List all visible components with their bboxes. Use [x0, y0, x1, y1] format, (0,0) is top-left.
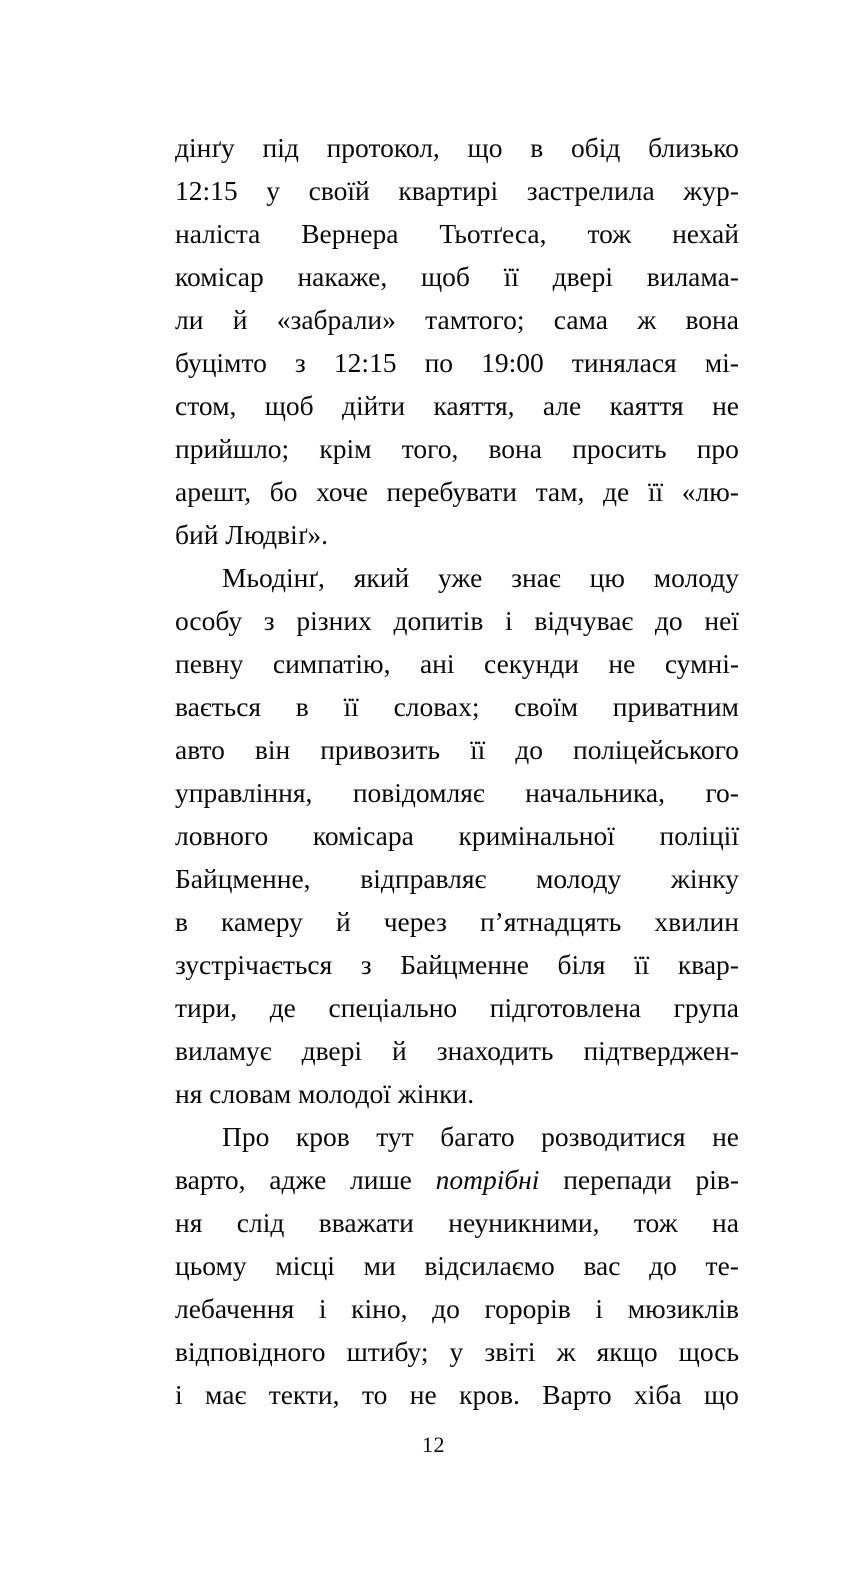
line-word: з: [294, 347, 306, 378]
line-word: виламує: [175, 1035, 272, 1066]
line-word-emphasis: потрібні: [435, 1164, 540, 1195]
line-word: щоб: [264, 390, 314, 421]
text-line: [175, 943, 739, 986]
line-word: сама: [553, 304, 608, 335]
line-word: й: [392, 1035, 407, 1066]
line-word: те-: [705, 1250, 739, 1281]
text-line: [175, 642, 739, 685]
line-word: тинялася: [571, 347, 677, 378]
line-word: симпатію,: [272, 648, 391, 679]
line-word: начальника,: [525, 777, 665, 808]
line-word: відповідного: [175, 1336, 326, 1367]
line-word: цю: [589, 562, 625, 593]
line-word: через: [383, 906, 447, 937]
line-word: не: [608, 648, 636, 679]
paragraph-3: [175, 1115, 739, 1416]
line-word: цьому: [175, 1250, 247, 1281]
line-word: словах;: [393, 691, 480, 722]
text-line: [175, 814, 739, 857]
page-text-block: [175, 126, 739, 1416]
line-word: вас: [583, 1250, 621, 1281]
line-word: арешт,: [175, 476, 252, 507]
line-word: рів-: [695, 1164, 739, 1195]
line-word: приватним: [612, 691, 739, 722]
line-word: дійти: [342, 390, 406, 421]
line-word: квартирі: [398, 175, 499, 206]
line-word: і: [318, 1293, 327, 1324]
text-line: [175, 986, 739, 1029]
line-word: Про: [222, 1121, 270, 1152]
line-word: каяття: [609, 390, 684, 421]
line-word: він: [254, 734, 291, 765]
text-line: [175, 900, 739, 943]
line-word: група: [673, 992, 739, 1023]
line-word: багато: [440, 1121, 515, 1152]
text-line: ня словам молодої жінки.: [175, 1078, 475, 1109]
line-word: де: [269, 992, 296, 1023]
page-number: 12: [422, 1432, 445, 1457]
text-line: [175, 1029, 739, 1072]
line-word: до: [432, 1293, 460, 1324]
line-word: тут: [376, 1121, 414, 1152]
line-word: сумні-: [664, 648, 739, 679]
line-word: там,: [535, 476, 585, 507]
line-word: управління,: [175, 777, 313, 808]
line-word: не: [409, 1379, 437, 1410]
line-word: її: [470, 734, 486, 765]
text-line: [175, 341, 739, 384]
line-word: 19:00: [481, 347, 544, 378]
line-word: якщо: [596, 1336, 658, 1367]
line-word: молоду: [536, 863, 622, 894]
line-word: в: [295, 691, 309, 722]
line-word: хіба: [633, 1379, 682, 1410]
line-word: Мьодінґ,: [222, 562, 325, 593]
line-word: стом,: [175, 390, 237, 421]
line-word: штибу;: [346, 1336, 429, 1367]
line-word: текти,: [268, 1379, 340, 1410]
line-word: повідомляє: [352, 777, 485, 808]
line-word: щоб: [420, 261, 470, 292]
line-word: перебувати: [386, 476, 517, 507]
text-line: [222, 556, 739, 599]
line-word: кримінальної: [458, 820, 615, 851]
line-word: вважати: [318, 1207, 414, 1238]
line-word: на: [712, 1207, 739, 1238]
line-word: неуникними,: [448, 1207, 600, 1238]
line-word: адже: [269, 1164, 327, 1195]
line-word: до: [649, 1250, 677, 1281]
line-word: тож: [587, 218, 632, 249]
text-line: [175, 685, 739, 728]
line-word: Вернера: [301, 218, 399, 249]
line-word: знає: [511, 562, 561, 593]
line-word: го-: [705, 777, 739, 808]
line-word: і: [595, 1293, 604, 1324]
line-word: по: [424, 347, 454, 378]
line-word: бо: [269, 476, 298, 507]
line-word: прийшло;: [175, 433, 290, 464]
text-line: [175, 126, 739, 169]
line-word: Варто: [542, 1379, 612, 1410]
line-word: місці: [275, 1250, 335, 1281]
line-word: у: [449, 1336, 464, 1367]
line-word: неї: [704, 605, 739, 636]
line-word: просить: [572, 433, 667, 464]
text-line: [175, 1287, 739, 1330]
line-word: кров.: [459, 1379, 520, 1410]
line-word: застрелила: [526, 175, 655, 206]
line-word: обід: [570, 132, 621, 163]
line-word: жур-: [683, 175, 739, 206]
text-line: [175, 384, 739, 427]
line-word: розводитися: [541, 1121, 686, 1152]
line-word: має: [205, 1379, 247, 1410]
line-word: допитів: [393, 605, 484, 636]
line-word: в: [530, 132, 544, 163]
line-word: біля: [557, 949, 606, 980]
line-word: ж: [637, 304, 657, 335]
paragraph-1: [175, 126, 739, 556]
line-word: двері: [552, 261, 614, 292]
line-word: що: [467, 132, 503, 163]
line-word: спеціально: [328, 992, 458, 1023]
line-word: жінку: [670, 863, 739, 894]
line-word: до: [654, 605, 683, 636]
line-word: тож: [633, 1207, 678, 1238]
line-word: уже: [438, 562, 483, 593]
line-word: кров: [295, 1121, 350, 1152]
line-word: ми: [363, 1250, 396, 1281]
line-word: її: [343, 691, 359, 722]
line-word: її: [647, 476, 664, 507]
text-line: [175, 771, 739, 814]
text-line: [175, 427, 739, 470]
line-word: її: [634, 949, 650, 980]
line-word: і: [175, 1379, 183, 1410]
text-line: [175, 1158, 739, 1201]
line-word: вилама-: [646, 261, 739, 292]
line-word: «лю-: [681, 476, 739, 507]
line-word: її: [503, 261, 519, 292]
line-word: слід: [236, 1207, 285, 1238]
text-line: [175, 1244, 739, 1287]
text-line: бий Людвіґ».: [175, 519, 328, 550]
line-word: кіно,: [351, 1293, 408, 1324]
line-word: мі-: [704, 347, 739, 378]
line-word: ловного: [175, 820, 269, 851]
line-word: поліції: [659, 820, 739, 851]
line-word: крім: [319, 433, 372, 464]
line-word: наліста: [175, 218, 261, 249]
text-line: [222, 1115, 739, 1158]
text-line: [175, 728, 739, 771]
line-word: ж: [556, 1336, 576, 1367]
line-word: привозить: [320, 734, 441, 765]
line-word: й: [335, 906, 351, 937]
line-word: каяття,: [433, 390, 515, 421]
line-word: 12:15: [175, 175, 238, 206]
line-word: відсилаємо: [424, 1250, 555, 1281]
line-word: молоду: [653, 562, 739, 593]
line-word: вона: [488, 433, 542, 464]
line-word: варто,: [175, 1164, 246, 1195]
line-word: ані: [419, 648, 455, 679]
text-line: [175, 255, 739, 298]
line-word: з: [360, 949, 372, 980]
text-line: [175, 1373, 739, 1416]
line-word: не: [712, 1121, 739, 1152]
line-word: 12:15: [333, 347, 397, 378]
line-word: під: [262, 132, 299, 163]
line-word: ли: [175, 304, 204, 335]
line-word: комісар: [175, 261, 264, 292]
text-line: [175, 298, 739, 341]
line-word: накаже,: [297, 261, 388, 292]
line-word: про: [696, 433, 739, 464]
text-line: [175, 169, 739, 212]
text-line: [175, 212, 739, 255]
line-word: тири,: [175, 992, 238, 1023]
line-word: п’ятнадцять: [479, 906, 622, 937]
line-word: у: [266, 175, 281, 206]
text-line: [175, 470, 739, 513]
line-word: зустрічається: [175, 949, 333, 980]
line-word: камеру: [221, 906, 303, 937]
line-word: дінґу: [175, 132, 235, 163]
text-line: [175, 857, 739, 900]
line-word: але: [542, 390, 582, 421]
line-word: близько: [648, 132, 739, 163]
line-word: відправляє: [360, 863, 487, 894]
line-word: тамтого;: [425, 304, 525, 335]
line-word: секунди: [484, 648, 579, 679]
line-word: звіті: [484, 1336, 536, 1367]
line-word: відчуває: [534, 605, 634, 636]
line-word: протокол,: [326, 132, 440, 163]
line-word: поліцейського: [573, 734, 739, 765]
line-word: в: [175, 906, 188, 937]
line-word: вається: [175, 691, 262, 722]
paragraph-2: [175, 556, 739, 1115]
line-word: квар-: [677, 949, 739, 980]
text-line: [175, 1330, 739, 1373]
line-word: буцімто: [175, 347, 267, 378]
line-word: не: [712, 390, 739, 421]
line-word: вона: [685, 304, 739, 335]
line-word: Байцменне: [400, 949, 529, 980]
line-word: хоче: [316, 476, 368, 507]
line-word: підтверджен-: [583, 1035, 739, 1066]
text-line: [175, 1201, 739, 1244]
line-word: різних: [296, 605, 372, 636]
line-word: авто: [175, 734, 225, 765]
line-word: то: [361, 1379, 388, 1410]
line-word: нехай: [672, 218, 739, 249]
text-line: [175, 599, 739, 642]
line-word: до: [515, 734, 544, 765]
line-word: і: [505, 605, 513, 636]
line-word: лебачення: [175, 1293, 295, 1324]
line-word: того,: [401, 433, 459, 464]
line-word: що: [703, 1379, 739, 1410]
line-word: мюзиклів: [627, 1293, 739, 1324]
line-word: з: [263, 605, 275, 636]
line-word: хвилин: [654, 906, 739, 937]
line-word: «забрали»: [276, 304, 396, 335]
line-word: комісара: [312, 820, 414, 851]
line-word: лише: [350, 1164, 412, 1195]
line-word: щось: [678, 1336, 739, 1367]
line-word: де: [603, 476, 630, 507]
line-word: двері: [301, 1035, 363, 1066]
line-word: й: [232, 304, 248, 335]
line-word: підготовлена: [489, 992, 641, 1023]
line-word: Тьотґеса,: [439, 218, 547, 249]
line-word: особу: [175, 605, 243, 636]
line-word: ня: [175, 1207, 203, 1238]
line-word: своїм: [514, 691, 579, 722]
line-word: перепади: [563, 1164, 672, 1195]
line-word: певну: [175, 648, 244, 679]
line-word: який: [353, 562, 410, 593]
line-word: горорів: [484, 1293, 571, 1324]
line-word: Байцменне,: [175, 863, 311, 894]
line-word: знаходить: [436, 1035, 554, 1066]
line-word: своїй: [308, 175, 370, 206]
